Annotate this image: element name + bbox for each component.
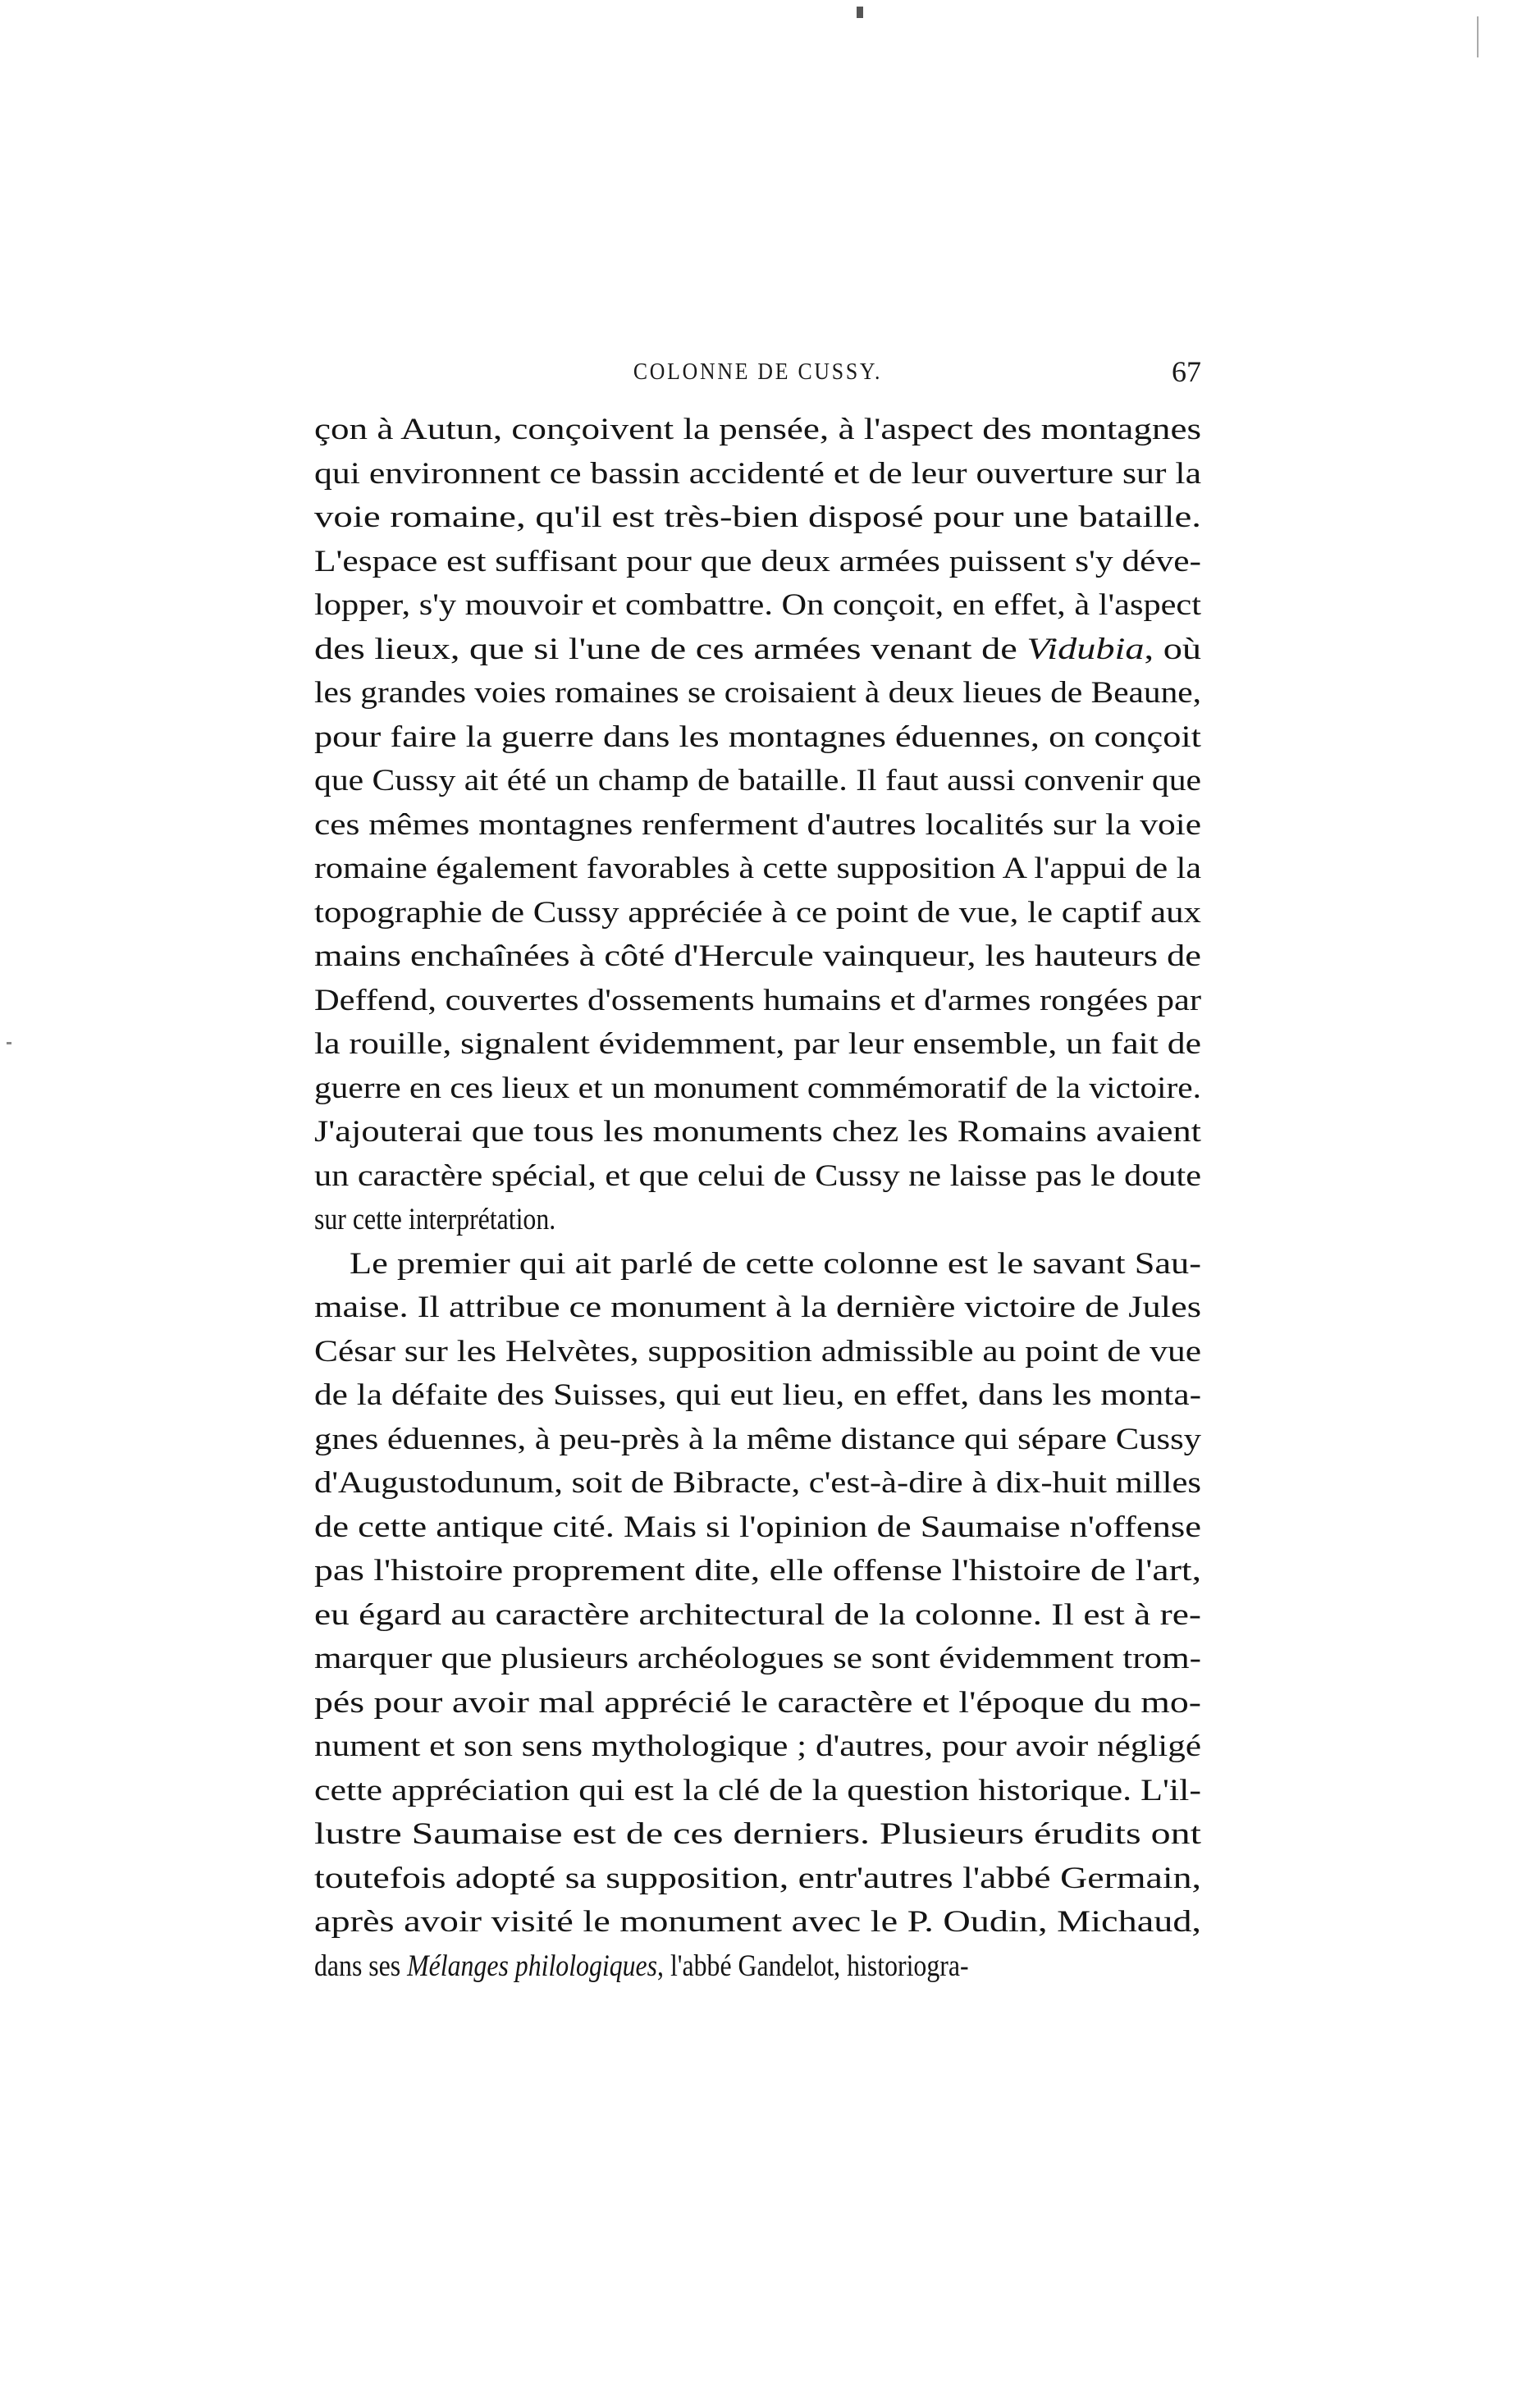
text-line: eu égard au caractère architectural de la colonne. Il est à re- (314, 1597, 1201, 1632)
text-line: lopper, s'y mouvoir et combattre. On conçoit, en effet, à l'aspect (314, 588, 1201, 622)
text-line: pour faire la guerre dans les montagnes éduennes, on conçoit (314, 720, 1201, 754)
running-head (314, 355, 1201, 400)
text-line: un caractère spécial, et que celui de Cussy ne laisse pas le doute (314, 1158, 1201, 1193)
text-line: nument et son sens mythologique ; d'autres, pour avoir négligé (314, 1729, 1201, 1763)
text-line: cette appréciation qui est la clé de la question historique. L'il- (314, 1773, 1201, 1807)
text-line: sur cette interprétation. (314, 1203, 556, 1236)
text-line: les grandes voies romaines se croisaient à deux lieues de Beaune, (314, 676, 1201, 710)
text-line: maise. Il attribue ce monument à la dernière victoire de Jules (314, 1291, 1201, 1324)
text-line: gnes éduennes, à peu-près à la même distance qui sépare Cussy (314, 1422, 1201, 1456)
scan-speck (1477, 16, 1479, 57)
text-line: guerre en ces lieux et un monument commémoratif de la victoire. (314, 1071, 1201, 1105)
text-line: Le premier qui ait parlé de cette colonne est le savant Sau- (350, 1246, 1201, 1281)
text-line: qui environnent ce bassin accidenté et de leur ouverture sur la (314, 456, 1201, 491)
scan-speck (857, 7, 863, 18)
text-line: pas l'histoire proprement dite, elle offense l'histoire de l'art, (314, 1554, 1201, 1588)
text-line: d'Augustodunum, soit de Bibracte, c'est-à-dire à dix-huit milles (314, 1466, 1201, 1500)
text-line: voie romaine, qu'il est très-bien disposé pour une bataille. (314, 500, 1201, 534)
text-line: des lieux, que si l'une de ces armées venant de Vidubia, où (314, 632, 1201, 666)
text-line: de cette antique cité. Mais si l'opinion de Saumaise n'offense (314, 1510, 1201, 1544)
text-line: lustre Saumaise est de ces derniers. Plusieurs érudits ont (314, 1817, 1201, 1851)
text-line: la rouille, signalent évidemment, par leur ensemble, un fait de (314, 1027, 1201, 1061)
text-line: romaine également favorables à cette supposition A l'appui de la (314, 852, 1201, 885)
text-line: L'espace est suffisant pour que deux armées puissent s'y déve- (314, 544, 1201, 578)
text-line: toutefois adopté sa supposition, entr'autres l'abbé Germain, (314, 1861, 1201, 1895)
text-line: de la défaite des Suisses, qui eut lieu, en effet, dans les monta- (314, 1378, 1201, 1412)
text-line: pés pour avoir mal apprécié le caractère et l'époque du mo- (314, 1685, 1201, 1720)
scan-speck (7, 1042, 11, 1044)
text-line: ces mêmes montagnes renferment d'autres localités sur la voie (314, 807, 1201, 842)
text-line: après avoir visité le monument avec le P. Oudin, Michaud, (314, 1905, 1201, 1939)
text-line: dans ses Mélanges philologiques, l'abbé Gandelot, historiogra- (314, 1949, 969, 1983)
text-line: Deffend, couvertes d'ossements humains et d'armes rongées par (314, 983, 1201, 1017)
text-line: çon à Autun, conçoivent la pensée, à l'aspect des montagnes (314, 413, 1201, 446)
body-text (314, 408, 1201, 1988)
text-line: marquer que plusieurs archéologues se sont évidemment trom- (314, 1642, 1201, 1675)
text-line: que Cussy ait été un champ de bataille. Il faut aussi convenir que (314, 764, 1201, 797)
page-number: 67 (1172, 355, 1201, 388)
text-line: César sur les Helvètes, supposition admissible au point de vue (314, 1334, 1201, 1368)
text-line: mains enchaînées à côté d'Hercule vainqueur, les hauteurs de (314, 939, 1201, 973)
running-title: COLONNE DE CUSSY. (633, 359, 883, 385)
text-line: J'ajouterai que tous les monuments chez les Romains avaient (314, 1115, 1201, 1149)
text-line: topographie de Cussy appréciée à ce point de vue, le captif aux (314, 895, 1201, 930)
